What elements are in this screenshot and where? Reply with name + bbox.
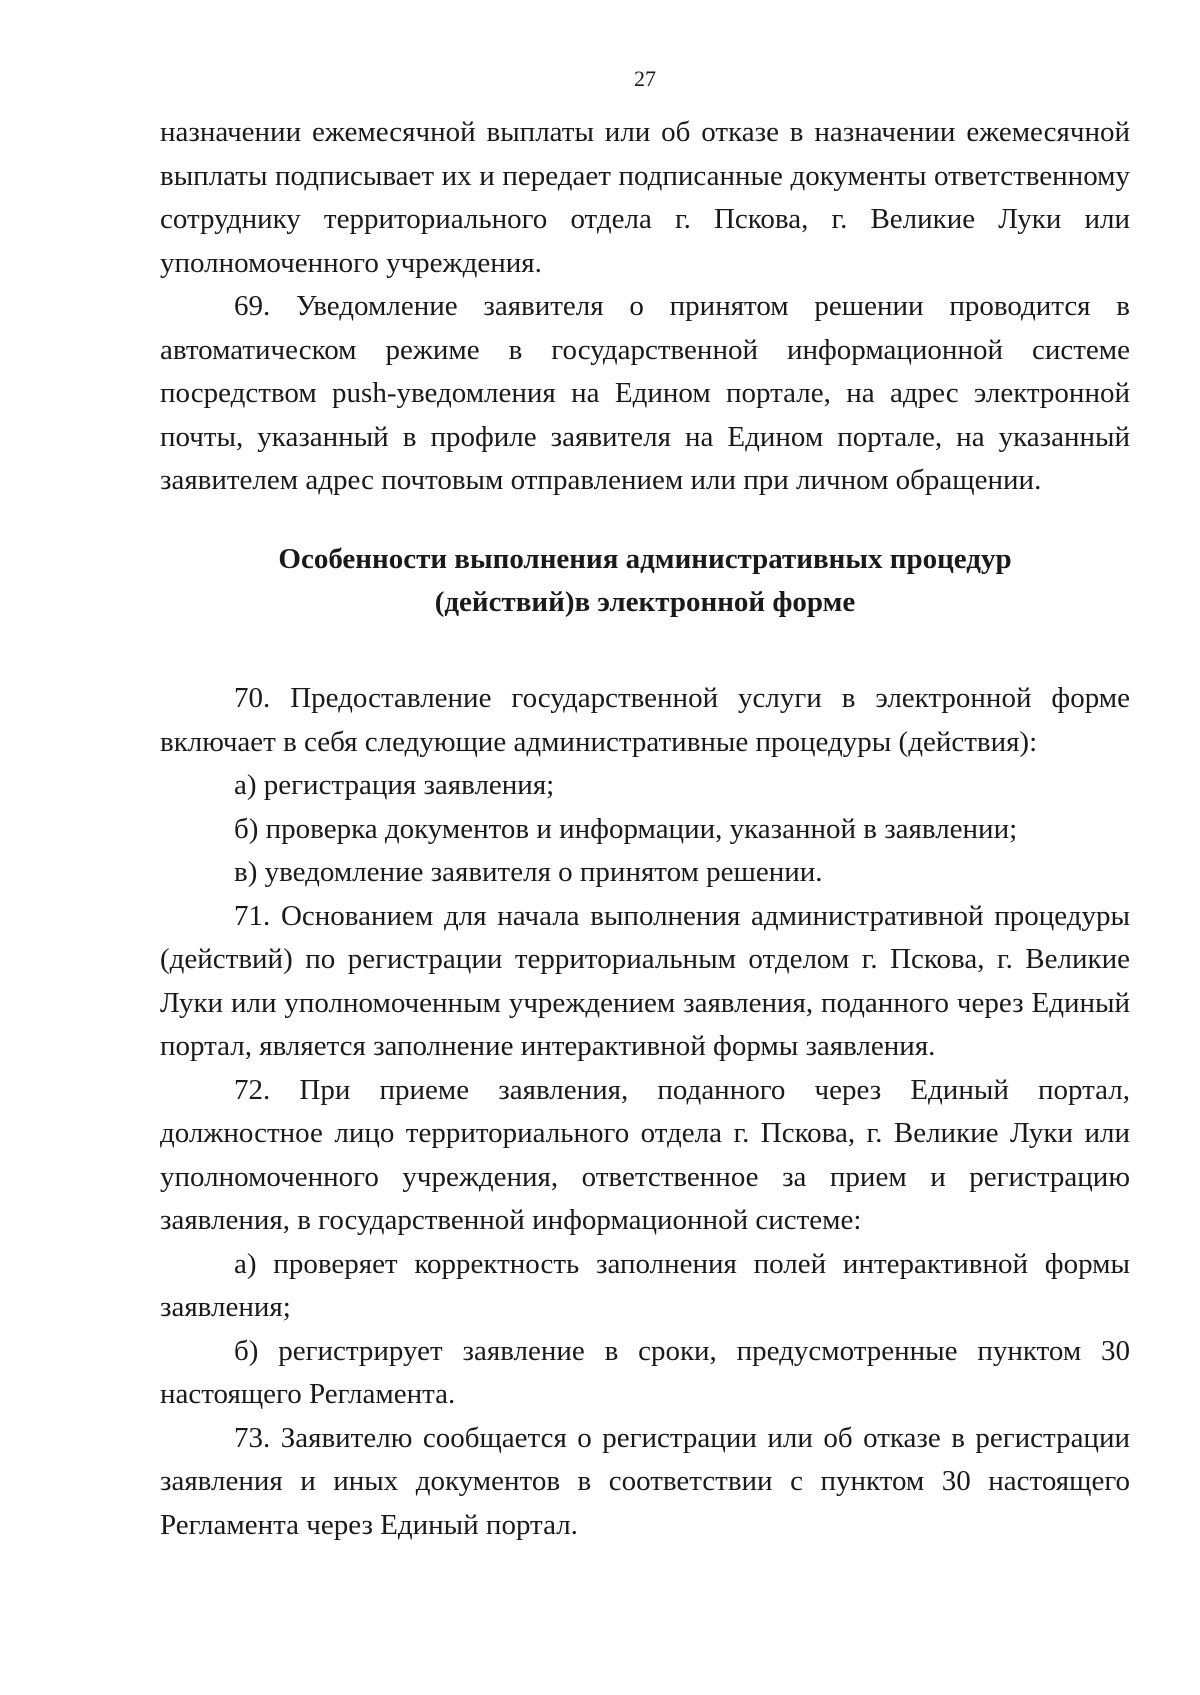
paragraph-70: 70. Предоставление государственной услуги в электронной форме включает в себя следующие административные процедуры (действия): [160, 682, 1130, 758]
paragraph-70-b: б) проверка документов и информации, указанной в заявлении; [234, 812, 1018, 845]
paragraph-69: 69. Уведомление заявителя о принятом решении проводится в автоматическом режиме в государственной информационной системе посредством push-уведомления на Едином портале, на адрес электронной почты, указанный в профиле заявителя на Едином портале, на указанный заявителем адрес почтовым отправлением или при личном обращении. [160, 290, 1130, 496]
text-block-bottom [160, 677, 1130, 1547]
paragraph-72-b: б) регистрирует заявление в сроки, предусмотренные пунктом 30 настоящего Регламента. [160, 1334, 1130, 1410]
paragraph-71: 71. Основанием для начала выполнения административной процедуры (действий) по регистрации территориальным отделом г. Пскова, г. Великие Луки или уполномоченным учреждением заявления, поданного через Единый портал, является заполнение интерактивной формы заявления. [160, 899, 1130, 1062]
section-heading-line-2: (действий)в электронной форме [434, 586, 856, 618]
page-number: 27 [634, 66, 656, 91]
section-heading-line-1: Особенности выполнения административных процедур [278, 543, 1012, 575]
paragraph-72: 72. При приеме заявления, поданного через Единый портал, должностное лицо территориального отдела г. Пскова, г. Великие Луки или уполномоченного учреждения, ответственное за прием и регистрацию заявления, в государственной информационной системе: [160, 1073, 1130, 1236]
paragraph-72-a: а) проверяет корректность заполнения полей интерактивной формы заявления; [160, 1247, 1130, 1323]
paragraph-70-a: а) регистрация заявления; [234, 769, 555, 801]
section-heading [160, 538, 1130, 624]
paragraph-continuation: назначении ежемесячной выплаты или об отказе в назначении ежемесячной выплаты подписывает их и передает подписанные документы ответственному сотруднику территориального отдела г. Пскова, г. Великие Луки или уполномоченного учреждения. [160, 116, 1130, 279]
text-block-top [160, 111, 1130, 503]
paragraph-73: 73. Заявителю сообщается о регистрации или об отказе в регистрации заявления и иных документов в соответствии с пунктом 30 настоящего Регламента через Единый портал. [160, 1421, 1130, 1541]
paragraph-70-c: в) уведомление заявителя о принятом решении. [234, 856, 823, 888]
